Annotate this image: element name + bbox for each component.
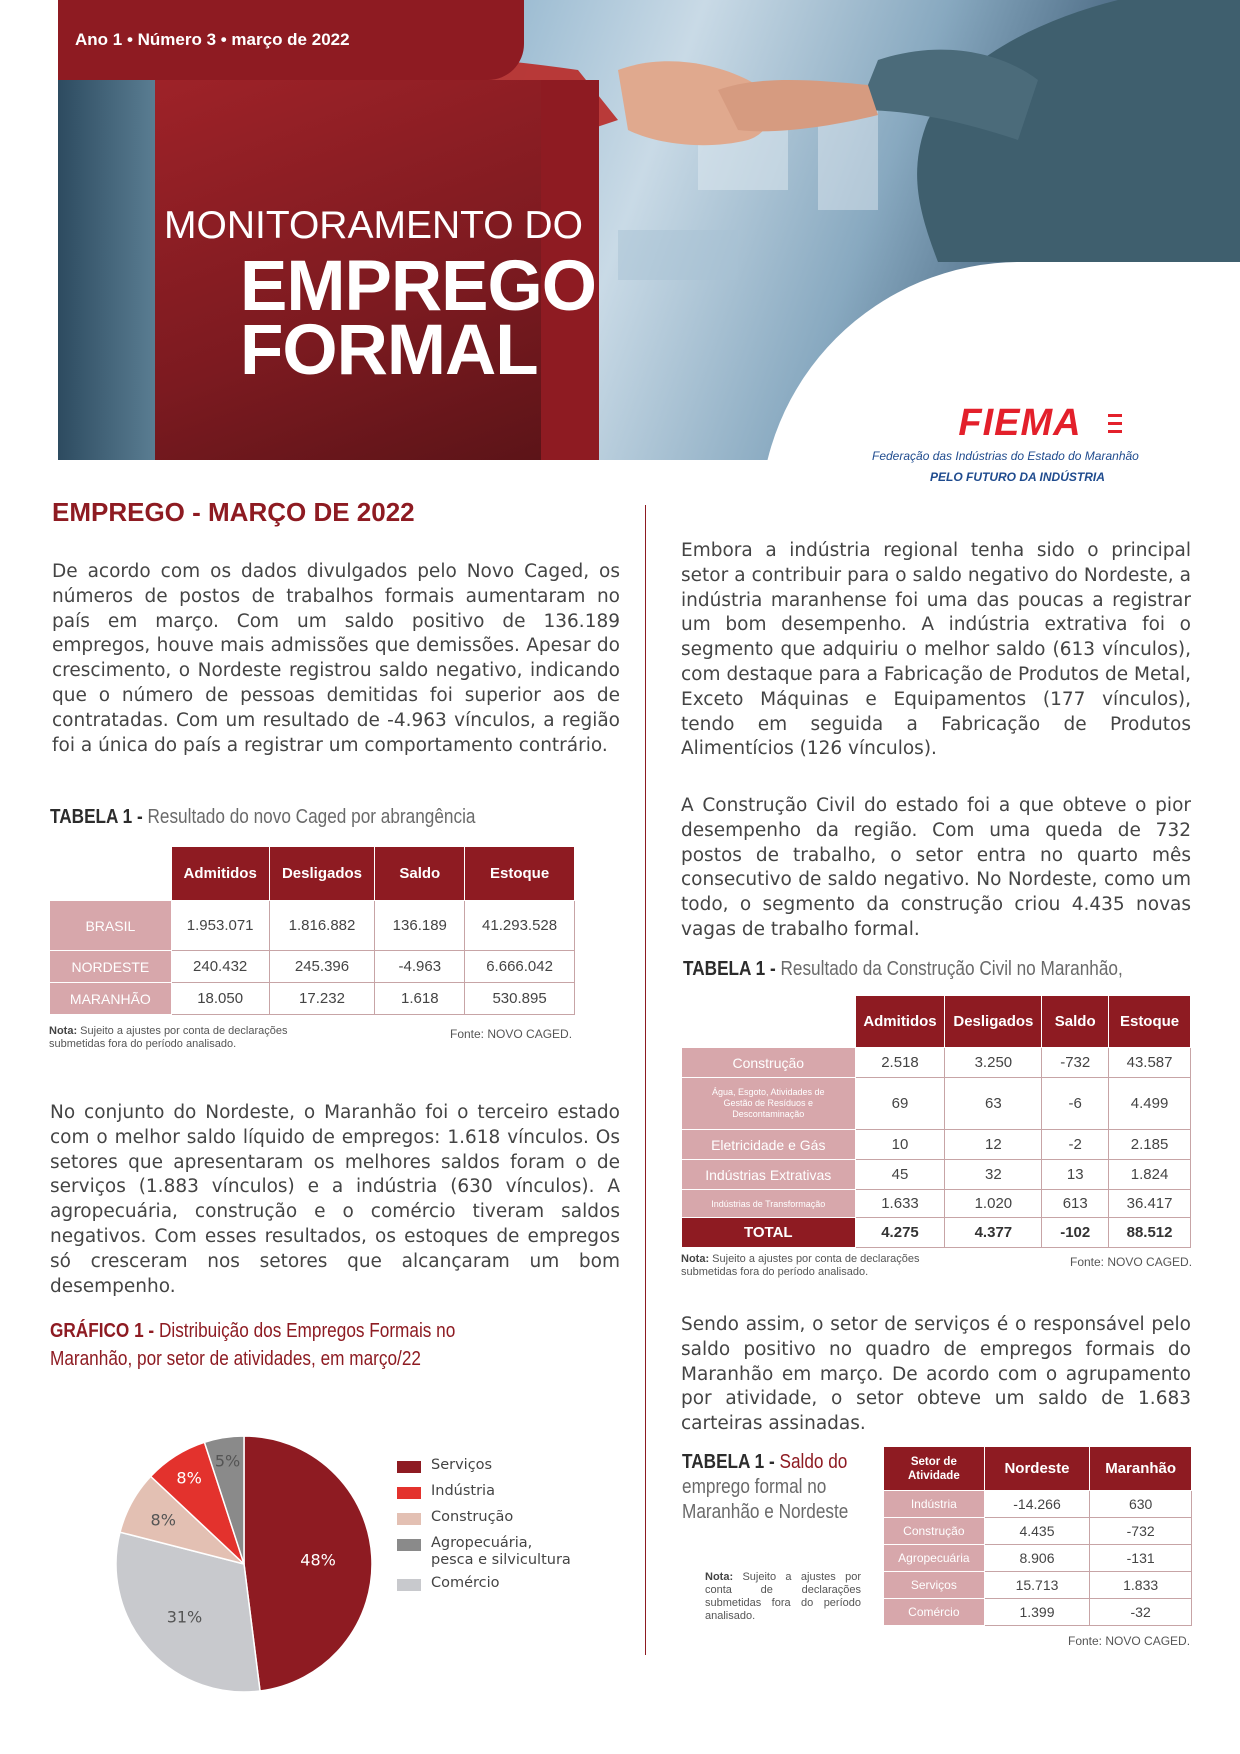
legend-swatch [397,1513,421,1525]
table2-header: Desligados [945,996,1042,1048]
table2-row-label: Eletricidade e Gás [682,1130,856,1160]
table2-cell: 45 [855,1160,945,1190]
legend-label: Construção [431,1509,514,1525]
hero-left-strip [58,80,155,460]
table2-row-label: Água, Esgoto, Atividades de Gestão de Resíduos e Descontaminação [682,1078,856,1130]
table1-header: Estoque [465,847,575,901]
table1-cell: 1.816.882 [269,901,375,951]
table2-note [681,1253,943,1279]
table1-cell: 17.232 [269,983,375,1015]
table1-caption [50,806,475,829]
table3-caption-line-3: Maranhão e Nordeste [682,1501,849,1523]
pie-label: 8% [176,1468,202,1488]
table2-corner [682,996,856,1048]
table1-source-text: NOVO CAGED. [484,1027,573,1041]
table3-header: Maranhão [1090,1447,1192,1491]
table3-row-label: Agropecuária [884,1545,985,1572]
table3-row-label: Construção [884,1518,985,1545]
title-line-3: FORMAL [240,311,538,390]
table1-cell: 530.895 [465,983,575,1015]
table1-row-label: NORDESTE [50,951,172,983]
table2-cell: 13 [1042,1160,1109,1190]
fiema-logo [926,404,1114,444]
table2-cell: 32 [945,1160,1042,1190]
logo-stripe [1108,430,1122,433]
table2-cell: 1.824 [1109,1160,1191,1190]
table1-cell: 1.618 [375,983,465,1015]
table2-row-label: Indústrias de Transformação [682,1190,856,1218]
table3-caption-text-1: Saldo do [774,1451,848,1473]
title-line-1: MONITORAMENTO DO [164,204,583,247]
table2-cell: 1.020 [945,1190,1042,1218]
table2-source-label: Fonte: [1070,1255,1105,1269]
table1-corner [50,847,172,901]
table3-cell: 1.833 [1090,1572,1192,1599]
table3-cell: -14.266 [984,1491,1090,1518]
legend-swatch [397,1487,421,1499]
table2-cell: 1.633 [855,1190,945,1218]
table1-note-label: Nota: [49,1025,78,1037]
table3-cell: -131 [1090,1545,1192,1572]
table2-cell: -2 [1042,1130,1109,1160]
left-paragraph-1: De acordo com os dados divulgados pelo Novo Caged, os números de postos de trabalhos formais aumentaram no país em março. Com um saldo positivo de 136.189 empregos, houve mais admissões que demissões. Apesar do crescimento, o Nordeste registrou saldo negativo, indicando que o número de pessoas demitidas foi superior aos de contratadas. Com um resultado de -4.963 vínculos, a região foi a única do país a registrar um comportamento contrário. [52,561,620,756]
table2-cell: -6 [1042,1078,1109,1130]
table2-source-text: NOVO CAGED. [1104,1255,1193,1269]
table3-source-text: NOVO CAGED. [1102,1634,1191,1648]
pie-label: 5% [214,1451,241,1471]
table2-total-cell: 4.275 [855,1218,945,1248]
logo-wordmark: FIEMA [958,402,1082,444]
table1-header: Admitidos [171,847,269,901]
logo-stripe [1108,414,1122,417]
chart-caption-text-1: Distribuição dos Empregos Formais no [154,1320,456,1342]
table2-source [1070,1255,1192,1269]
table2-header: Estoque [1109,996,1191,1048]
left-paragraph-2: No conjunto do Nordeste, o Maranhão foi o terceiro estado com o melhor saldo líquido de empregos: 1.618 vínculos. Os setores que apresentaram os melhores saldos foram o de serviços (1.883 vínculos) e a indústria (630 vínculos). A agropecuária, construção e o comércio tiveram saldos negativos. Com esses resultados, os estoques de empregos só cresceram nos setores que alcançaram um bom desempenho. [50,1102,620,1297]
right-paragraph-3: Sendo assim, o setor de serviços é o responsável pelo saldo positivo no quadro de empregos formais do Maranhão em março. De acordo com o agrupamento por atividade, o setor obteve um saldo de 1.683 carteiras assinadas. [681,1314,1191,1435]
legend-label: Indústria [431,1483,495,1499]
table2-cell: -732 [1042,1048,1109,1078]
table2-cell: 10 [855,1130,945,1160]
table1 [49,846,575,1015]
pie-chart [112,1432,376,1696]
table2-total-cell: 4.377 [945,1218,1042,1248]
table3-caption [682,1451,847,1474]
table3-source [1068,1634,1190,1648]
legend-swatch [397,1539,421,1551]
legend-swatch [397,1461,421,1473]
table2-total-cell: -102 [1042,1218,1109,1248]
title-line-2: EMPREGO [240,247,596,326]
table2-caption-label: TABELA 1 - [683,958,776,980]
table3-source-label: Fonte: [1068,1634,1103,1648]
table1-cell: 6.666.042 [465,951,575,983]
legend-swatch [397,1579,421,1591]
table1-header: Desligados [269,847,375,901]
table1-cell: 1.953.071 [171,901,269,951]
table2-cell: 43.587 [1109,1048,1191,1078]
legend-label: Agropecuária, pesca e silvicultura [431,1535,571,1568]
logo-subtitle: Federação das Indústrias do Estado do Maranhão [872,449,1139,463]
table2-total-label: TOTAL [682,1218,856,1248]
left-margin [0,80,58,460]
table3-caption-line-2: emprego formal no [682,1476,827,1498]
table3-header: Setor de Atividade [884,1447,985,1491]
table2-note-label: Nota: [681,1253,710,1265]
table2-header: Saldo [1042,996,1109,1048]
table1-caption-text: Resultado do novo Caged por abrangência [142,806,476,828]
table2-cell: 36.417 [1109,1190,1191,1218]
table3-cell: 8.906 [984,1545,1090,1572]
table3-header: Nordeste [984,1447,1090,1491]
table1-note [49,1025,311,1051]
table1-row-label: MARANHÃO [50,983,172,1015]
table3-row-label: Indústria [884,1491,985,1518]
pie-label: 31% [166,1607,203,1627]
table2-cell: 613 [1042,1190,1109,1218]
table1-cell: 18.050 [171,983,269,1015]
table1-cell: 136.189 [375,901,465,951]
table2-caption-text: Resultado da Construção Civil no Maranhão, [775,958,1123,980]
table3-note [705,1571,861,1623]
table1-source [450,1027,572,1041]
right-paragraph-2: A Construção Civil do estado foi a que obteve o pior desempenho da região. Com uma queda de 732 postos de trabalho, o setor entra no quarto mês consecutivo de saldo negativo. No Nordeste, como um todo, o segmento da construção criou 4.435 novas vagas de trabalho formal. [681,795,1191,940]
issue-info: Ano 1 • Número 3 • março de 2022 [75,30,350,49]
table1-caption-label: TABELA 1 - [50,806,143,828]
table1-header: Saldo [375,847,465,901]
table2-row-label: Indústrias Extrativas [682,1160,856,1190]
table1-cell: 41.293.528 [465,901,575,951]
table1-note-text: Sujeito a ajustes por conta de declarações submetidas fora do período analisado. [49,1025,288,1050]
table3 [883,1446,1192,1626]
logo-tagline: PELO FUTURO DA INDÚSTRIA [930,470,1105,484]
table2 [681,995,1191,1248]
right-paragraph-1: Embora a indústria regional tenha sido o principal setor a contribuir para o saldo negativo do Nordeste, a indústria maranhense foi uma das poucas a registrar um bom desempenho. A indústria extrativa foi o segmento que adquiriu o melhor saldo (613 vínculos), com destaque para a Fabricação de Produtos de Metal, Exceto Máquinas e Equipamentos (177 vínculos), tendo em seguida a Fabricação de Produtos Alimentícios (126 vínculos). [681,540,1191,760]
column-divider [645,505,646,1655]
table1-cell: -4.963 [375,951,465,983]
table3-cell: 15.713 [984,1572,1090,1599]
table1-cell: 245.396 [269,951,375,983]
table3-cell: 630 [1090,1491,1192,1518]
table2-cell: 2.185 [1109,1130,1191,1160]
table1-row-label: BRASIL [50,901,172,951]
table2-cell: 4.499 [1109,1078,1191,1130]
table3-note-label: Nota: [705,1571,734,1583]
table3-cell: -732 [1090,1518,1192,1545]
chart-caption-label: GRÁFICO 1 - [50,1320,155,1342]
table3-cell: 4.435 [984,1518,1090,1545]
chart-caption [50,1320,455,1343]
logo-stripe [1108,422,1122,425]
pie-label: 8% [150,1510,176,1530]
table2-cell: 63 [945,1078,1042,1130]
pie-chart-svg [112,1432,376,1696]
table3-caption-label: TABELA 1 - [682,1451,775,1473]
table2-header: Admitidos [855,996,945,1048]
table3-row-label: Serviços [884,1572,985,1599]
table2-cell: 3.250 [945,1048,1042,1078]
table3-cell: 1.399 [984,1599,1090,1626]
table3-note-text: Sujeito a ajustes por conta de declarações submetidas fora do período analisado. [705,1571,861,1622]
table2-cell: 2.518 [855,1048,945,1078]
legend-label: Comércio [431,1575,500,1591]
legend-label: Serviços [431,1457,493,1473]
pie-label: 48% [300,1550,336,1570]
table2-note-text: Sujeito a ajustes por conta de declarações submetidas fora do período analisado. [681,1253,920,1278]
chart-caption-line-2: Maranhão, por setor de atividades, em março/22 [50,1348,421,1370]
table2-row-label: Construção [682,1048,856,1078]
table1-cell: 240.432 [171,951,269,983]
section-title: EMPREGO - MARÇO DE 2022 [52,497,415,527]
table2-cell: 69 [855,1078,945,1130]
table2-cell: 12 [945,1130,1042,1160]
table3-cell: -32 [1090,1599,1192,1626]
table3-row-label: Comércio [884,1599,985,1626]
table2-total-cell: 88.512 [1109,1218,1191,1248]
table1-source-label: Fonte: [450,1027,485,1041]
table2-caption [683,958,1123,981]
